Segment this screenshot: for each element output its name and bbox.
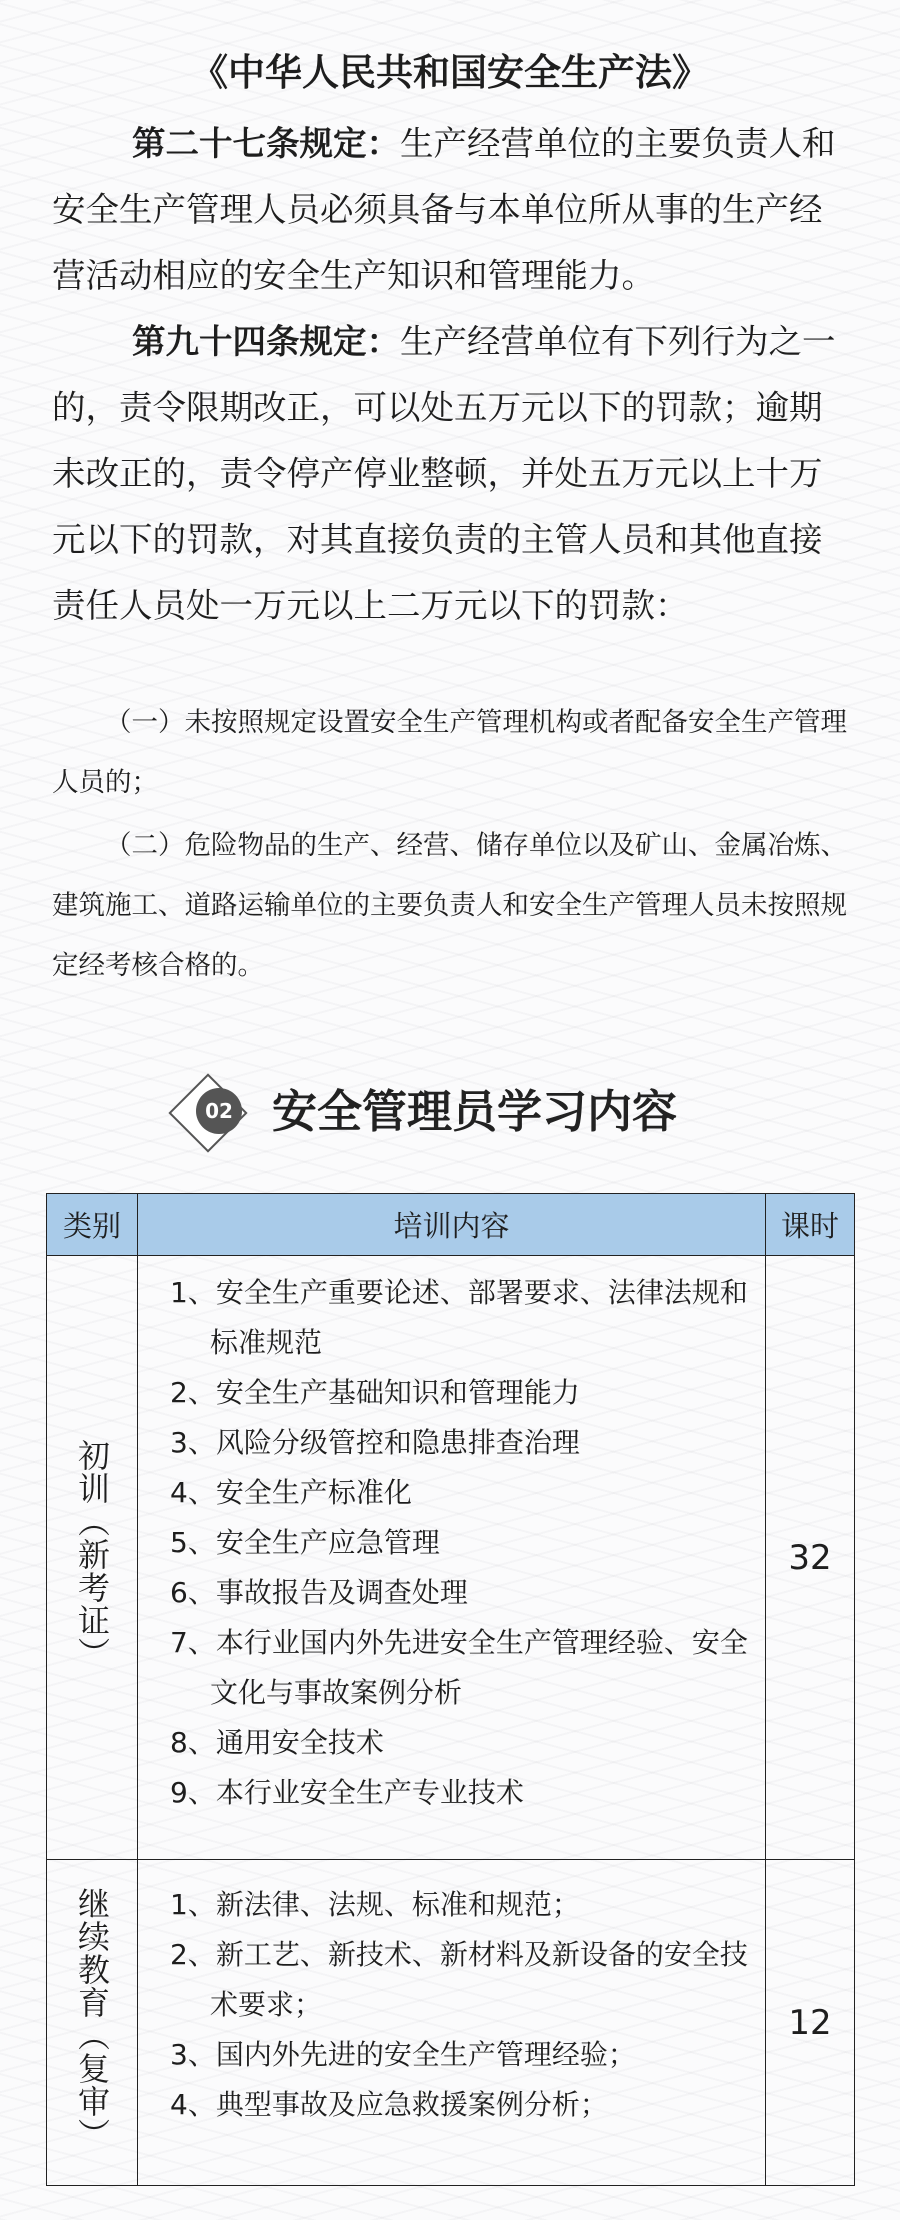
- row-category-label: 初训（新考证）: [73, 1438, 111, 1670]
- clause-2: （二）危险物品的生产、经营、储存单位以及矿山、金属冶炼、建筑施工、道路运输单位的主要负责人和安全生产管理人员未按照规定经考核合格的。: [52, 830, 847, 981]
- header-category: 类别: [47, 1194, 138, 1256]
- section-title: 安全管理员学习内容: [272, 1085, 678, 1138]
- article-27: [52, 111, 852, 309]
- article-27-body: 生产经营单位的主要负责人和安全生产管理人员必须具备与本单位所从事的生产经营活动相应的安全生产知识和管理能力。: [52, 124, 836, 295]
- list-item: 1、新法律、法规、标准和规范；: [170, 1888, 580, 1921]
- row-category-cell: [47, 1860, 138, 2186]
- row-category-label: 继续教育（复审）: [73, 1887, 111, 2151]
- header-content: 培训内容: [138, 1194, 766, 1256]
- table-row: [47, 1256, 855, 1860]
- training-item-list: [170, 1268, 751, 1818]
- list-item: 1、安全生产重要论述、部署要求、法律法规和标准规范: [170, 1276, 748, 1359]
- list-item: 8、通用安全技术: [170, 1726, 384, 1759]
- training-item-list: [170, 1880, 751, 2130]
- list-item: 2、安全生产基础知识和管理能力: [170, 1376, 580, 1409]
- header-hours: 课时: [766, 1194, 855, 1256]
- row-hours-cell: 32: [766, 1256, 855, 1860]
- article-94-body: 生产经营单位有下列行为之一的，责令限期改正，可以处五万元以下的罚款；逾期未改正的，责令停产停业整顿，并处五万元以上十万元以下的罚款，对其直接负责的主管人员和其他直接责任人员处一万元以上二万元以下的罚款：: [52, 322, 836, 625]
- list-item: 3、国内外先进的安全生产管理经验；: [170, 2038, 636, 2071]
- article-27-heading: 第二十七条规定：: [132, 124, 400, 163]
- list-item: 9、本行业安全生产专业技术: [170, 1776, 524, 1809]
- section-number-badge: 02: [196, 1088, 242, 1134]
- training-content-table: [46, 1193, 855, 2186]
- row-hours-cell: 12: [766, 1860, 855, 2186]
- clause-1: （一）未按照规定设置安全生产管理机构或者配备安全生产管理人员的；: [52, 707, 847, 798]
- law-title: 《中华人民共和国安全生产法》: [191, 51, 709, 94]
- table-header-row: [47, 1194, 855, 1256]
- section-heading: [180, 1077, 740, 1147]
- table-row: [47, 1860, 855, 2186]
- row-content-cell: [138, 1860, 766, 2186]
- list-item: 7、本行业国内外先进安全生产管理经验、安全文化与事故案例分析: [170, 1626, 748, 1709]
- article-94-heading: 第九十四条规定：: [132, 322, 400, 361]
- row-content-cell: [138, 1256, 766, 1860]
- list-item: 2、新工艺、新技术、新材料及新设备的安全技术要求；: [170, 1938, 748, 2021]
- list-item: 4、典型事故及应急救援案例分析；: [170, 2088, 608, 2121]
- list-item: 4、安全生产标准化: [170, 1476, 412, 1509]
- list-item: 6、事故报告及调查处理: [170, 1576, 468, 1609]
- list-item: 5、安全生产应急管理: [170, 1526, 440, 1559]
- list-item: 3、风险分级管控和隐患排查治理: [170, 1426, 580, 1459]
- article-94: [52, 309, 852, 639]
- row-category-cell: [47, 1256, 138, 1860]
